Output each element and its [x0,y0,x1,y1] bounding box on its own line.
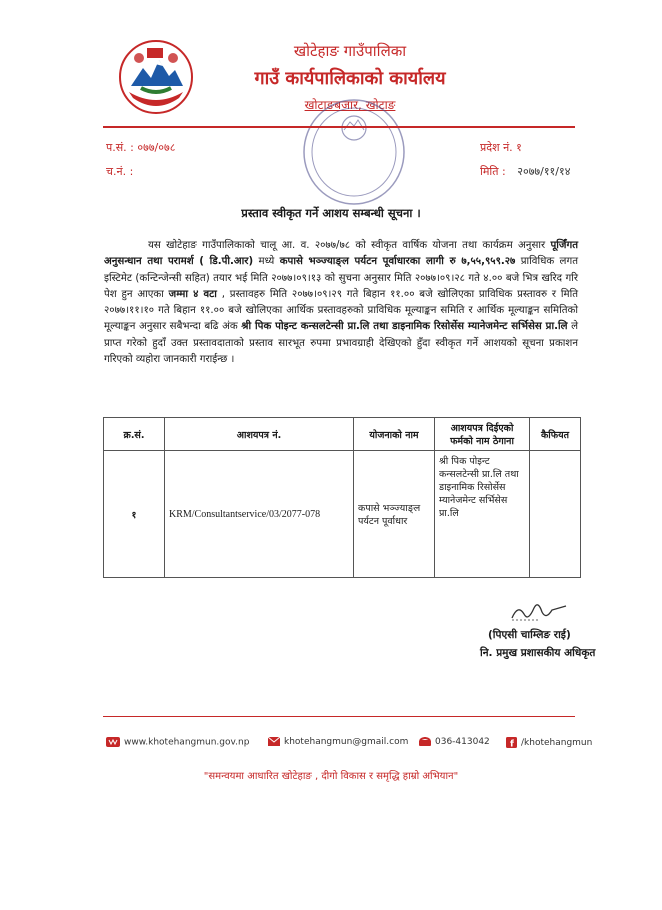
body-text-1: यस खोटेहाङ गाउँपालिकाको चालू आ. व. २०७७/७८ को स्वीकृत वार्षिक योजना तथा कार्यक्रम अनुसार [148,240,551,251]
body-bold-4: श्री पिक पोइन्ट कन्सलटेन्सी प्रा.लि तथा डाइनामिक रिसोर्सेस म्यानेजमेन्ट सर्भिसेस प्रा.लि [241,321,568,333]
phone-icon [419,737,431,746]
body-bold-2: कपासे भञ्ज्याङ्ल पर्यटन पूर्वाधारका लागी रु ७,५५,९५९.२७ [279,256,516,268]
body-text-2: मध्ये [253,256,280,268]
footer-divider [103,716,575,717]
signatory-name: (पिएसी चाम्लिङ राई) [488,629,571,641]
award-table [103,417,581,578]
footer-website-text: www.khotehangmun.gov.np [124,737,250,748]
body-text-5: ले प्राप्त गरेको हुदाँ उक्त प्रस्तावदाताको प्रस्ताव सारभूत रुपमा प्रभावग्राही देखिएको हुँदा स्वीकृत गर्ने आशयको सूचना प्रकाशन गरिएको व्यहोरा जानकारी गराईन्छ । [104,321,578,366]
table-cell-loi-number: KRM/Consultantservice/03/2077-078 [165,451,354,578]
province-number: प्रदेश नं. १ [480,141,522,154]
government-emblem-icon [117,38,195,116]
signature-mark-icon [508,598,570,624]
body-bold-3: जम्मा ४ वटा [168,288,217,300]
footer-facebook[interactable] [506,737,592,748]
date-value: २०७७/११/१४ [517,165,571,178]
column-header-serial: क्र.सं. [104,418,165,451]
footer-phone-text: 036-413042 [435,737,490,747]
document-date [480,164,570,179]
footer-website[interactable] [106,737,249,748]
date-label: मिति : [480,165,506,178]
dispatch-number [106,164,133,179]
reference-value: ०७७/०७८ [137,141,176,154]
body-text-3: प्राविधिक लगत इस्टिमेट (कन्टिन्जेन्सी सहित) तयार भई मिति २०७७।०९।१३ को सुचना अनुसार मिति २०७७।०९।२८ गते ४.०० बजे भित्र खरिद गरि पेश हुन आएका [104,256,578,300]
column-header-remarks: कैफियत [530,418,581,451]
signatory-title: नि. प्रमुख प्रशासकीय अधिकृत [480,647,596,659]
footer-tagline: "समन्वयमा आधारित खोटेहाङ , दीगो विकास र समृद्धि हाम्रो अभियान" [203,771,459,782]
office-header-line1: खोटेहाङ गाउँपालिका [293,42,407,60]
header-divider [103,126,575,128]
dispatch-label: च.नं. : [106,165,134,178]
reference-label: प.सं. : [106,141,134,154]
footer-phone[interactable] [419,737,490,747]
facebook-icon [506,737,517,748]
email-icon [268,737,280,746]
table-row [104,451,581,578]
table-cell-firm: श्री पिक पोइन्ट कन्सलटेन्सी प्रा.लि तथा डाइनामिक रिसोर्सेस म्यानेजमेन्ट सर्भिसेस प्रा.लि [435,451,530,578]
official-stamp-icon [300,96,408,208]
footer-facebook-text: /khotehangmun [521,738,593,748]
table-cell-project-name: कपासे भञ्ज्याङ्ल पर्यटन पूर्वाधार [354,451,435,578]
svg-text:f: f [510,739,514,748]
table-header-row [104,418,581,451]
body-text-4: , प्रस्तावहरु मिति २०७७।०९।२९ गते बिहान ११.०० बजे खोलिएका प्राविधिक प्रस्तावरु र मिति २०७७।११।१० गते बिहान ११.०० बजे खोलिएका आर्थिक प्रस्तावहरुको प्राविधिक मूल्याङ्कन समिति र आर्थिक मूल्याङ्कन समितिको मूल्याङ्कन अनुसार सबैभन्दा बढि अंक [104,288,579,333]
office-header-line3: खोटाङबजार, खोटाङ [304,98,396,112]
notice-body [104,238,578,368]
body-bold-1: पूजिँगत अनुसन्धान तथा परामर्श ( डि.पी.आर) [104,240,578,268]
column-header-loi-number: आशयपत्र नं. [165,418,354,451]
notice-subject: प्रस्ताव स्वीकृत गर्ने आशय सम्बन्धी सूचना । [241,206,421,220]
globe-icon [106,737,120,747]
column-header-firm: आशयपत्र दिईएको फर्मको नाम ठेगाना [435,418,530,451]
table-cell-serial: १ [104,451,165,578]
table-cell-remarks [530,451,581,578]
reference-number [106,140,175,155]
footer-email[interactable] [268,737,408,747]
office-header-line2: गाउँ कार्यपालिकाको कार्यालय [254,68,446,89]
footer-email-text: khotehangmun@gmail.com [284,737,409,747]
column-header-project-name: योजनाको नाम [354,418,435,451]
